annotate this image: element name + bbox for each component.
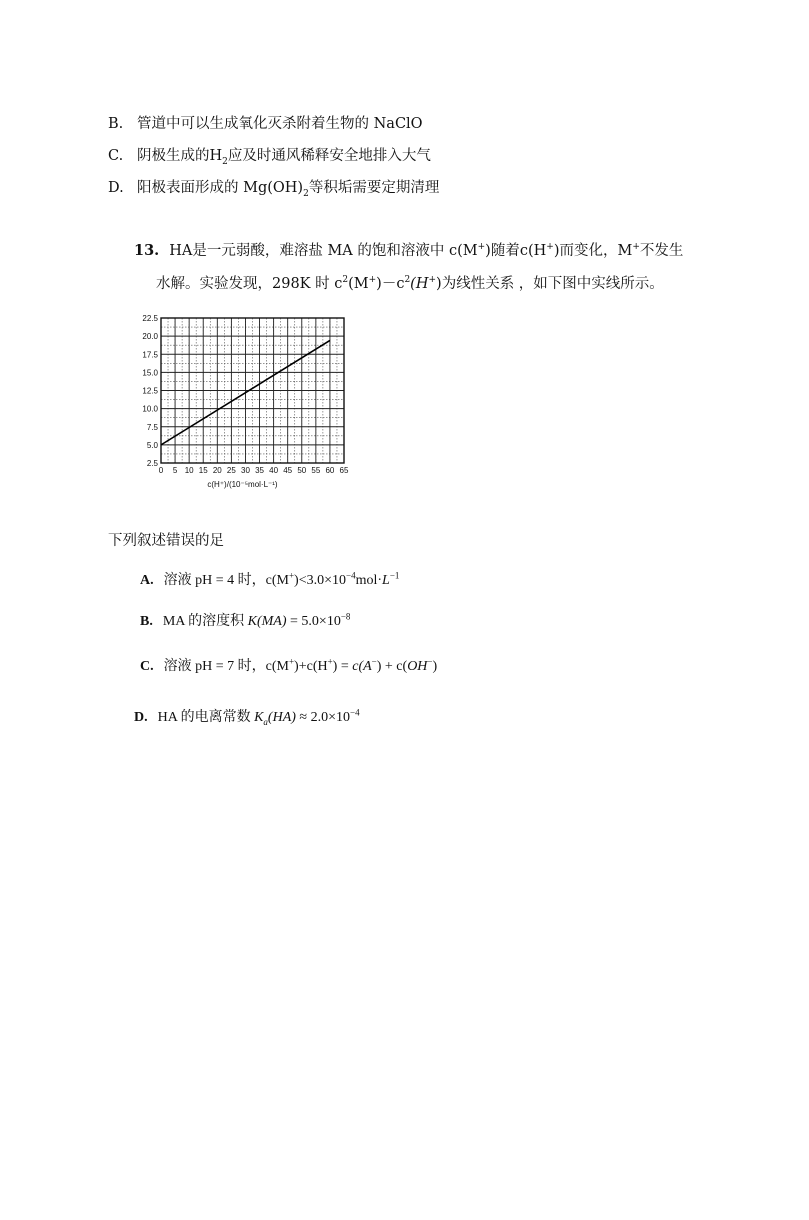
option-label: C. <box>108 148 124 164</box>
superscript: + <box>546 242 554 253</box>
superscript: − <box>371 656 377 667</box>
choice-text: (A <box>358 659 372 674</box>
question-line-2 <box>156 274 664 294</box>
choice-text: ) + c( <box>376 659 408 674</box>
choice-text: ≈ 2.0×10 <box>295 710 351 725</box>
choice-label: D. <box>134 710 148 725</box>
superscript: − <box>427 656 433 667</box>
option-label: B. <box>108 116 124 132</box>
option-b-prev <box>108 114 423 134</box>
choice-text: (MA) <box>256 614 287 629</box>
x-tick-label: 10 <box>184 466 194 475</box>
superscript: 2 <box>342 275 349 286</box>
choice-text: K <box>254 710 264 725</box>
x-tick-label: 60 <box>325 466 335 475</box>
x-tick-label: 20 <box>212 466 222 475</box>
x-tick-label: 40 <box>269 466 279 475</box>
option-text: 应及时通风稀释安全地排入大气 <box>227 148 431 164</box>
y-tick-label: 17.5 <box>142 350 158 360</box>
choice-text: K <box>247 614 257 629</box>
superscript: −4 <box>350 707 360 718</box>
choice-text: )<3.0×10 <box>294 573 346 588</box>
linear-relation-chart <box>137 308 357 498</box>
x-tick-label: 65 <box>339 466 349 475</box>
superscript: + <box>288 570 295 581</box>
choice-text: c <box>352 659 359 674</box>
y-tick-label: 20.0 <box>142 332 158 342</box>
choice-text: c(M <box>265 573 289 588</box>
question-line-1 <box>134 241 683 261</box>
y-tick-label: 10.0 <box>142 404 158 414</box>
y-tick-label: 5.0 <box>146 440 158 450</box>
choice-text: c(M <box>265 659 289 674</box>
option-c-prev <box>108 146 431 166</box>
choice-text: = 5.0×10 <box>286 614 341 629</box>
x-tick-label: 0 <box>158 466 164 475</box>
choice-text: mol· <box>355 573 383 588</box>
x-tick-label: 15 <box>198 466 208 475</box>
choice-label: C. <box>140 659 154 674</box>
question-text: HA是一元弱酸，难溶盐 MA 的饱和溶液中 c(M <box>169 243 478 259</box>
choice-b <box>140 612 350 632</box>
x-tick-label: 45 <box>283 466 293 475</box>
superscript: + <box>632 242 640 253</box>
choice-text: OH <box>407 659 428 674</box>
choice-a <box>140 571 399 591</box>
x-axis-ticks <box>159 466 349 475</box>
y-tick-label: 15.0 <box>142 368 158 378</box>
choice-text: 溶液 pH = 7 时， <box>163 659 266 674</box>
choice-text: MA 的溶度积 <box>162 614 248 629</box>
x-tick-label: 30 <box>241 466 250 475</box>
choice-text: (HA) <box>267 710 296 725</box>
question-text: )为线性关系 ，如下图中实线所示。 <box>436 276 664 292</box>
question-text: 水解。实验发现，298K 时 c <box>156 276 343 292</box>
choice-text: )+c(H <box>294 659 328 674</box>
x-tick-label: 55 <box>311 466 321 475</box>
y-tick-label: 7.5 <box>146 422 158 432</box>
choice-text: 溶液 pH = 4 时， <box>163 573 266 588</box>
subscript: 2 <box>303 188 309 199</box>
superscript: −8 <box>340 611 351 622</box>
superscript: + <box>477 242 486 253</box>
choice-text: HA 的电离常数 <box>157 710 255 725</box>
question-prompt: 下列叙述错误的足 <box>108 533 224 549</box>
x-tick-label: 35 <box>255 466 264 475</box>
superscript: + <box>428 275 437 286</box>
y-tick-label: 22.5 <box>142 314 158 323</box>
option-text: 管道中可以生成氧化灭杀附着生物的 NaClO <box>137 116 423 132</box>
question-text: (M <box>348 276 369 292</box>
y-tick-label: 2.5 <box>146 459 158 468</box>
superscript: −4 <box>346 570 356 581</box>
superscript: 2 <box>404 275 411 286</box>
option-d-prev <box>108 178 439 198</box>
subscript: 2 <box>222 156 228 167</box>
superscript: + <box>327 656 333 667</box>
choice-text: ) = <box>332 659 353 674</box>
choice-label: B. <box>140 614 153 629</box>
choice-text: L <box>382 573 390 588</box>
x-axis-label: c(H⁺)/(10⁻⁵mol·L⁻¹) <box>207 480 278 489</box>
superscript: + <box>288 656 295 667</box>
option-text: 等积垢需要定期清理 <box>308 180 440 196</box>
x-tick-label: 50 <box>297 466 307 475</box>
option-text: 阳极表面形成的 Mg(OH) <box>137 180 304 196</box>
choice-d <box>134 708 360 728</box>
x-tick-label: 5 <box>172 466 178 475</box>
question-number: 13. <box>134 242 160 259</box>
option-label: D. <box>108 180 124 196</box>
subscript: a <box>263 716 268 727</box>
superscript: + <box>368 275 377 286</box>
choice-c <box>140 657 437 677</box>
y-tick-label: 12.5 <box>142 386 158 396</box>
question-text: )随着c(H <box>485 243 547 259</box>
question-text: )－c <box>376 276 405 292</box>
choice-text: ) <box>432 659 438 674</box>
option-text: 阴极生成的H <box>137 148 223 164</box>
choice-label: A. <box>140 573 154 588</box>
x-tick-label: 25 <box>226 466 236 475</box>
y-axis-ticks <box>142 314 158 468</box>
superscript: −1 <box>389 570 400 581</box>
question-text: 不发生 <box>639 243 684 259</box>
question-text: (H <box>410 276 429 292</box>
question-text: )而变化，M <box>553 243 633 259</box>
